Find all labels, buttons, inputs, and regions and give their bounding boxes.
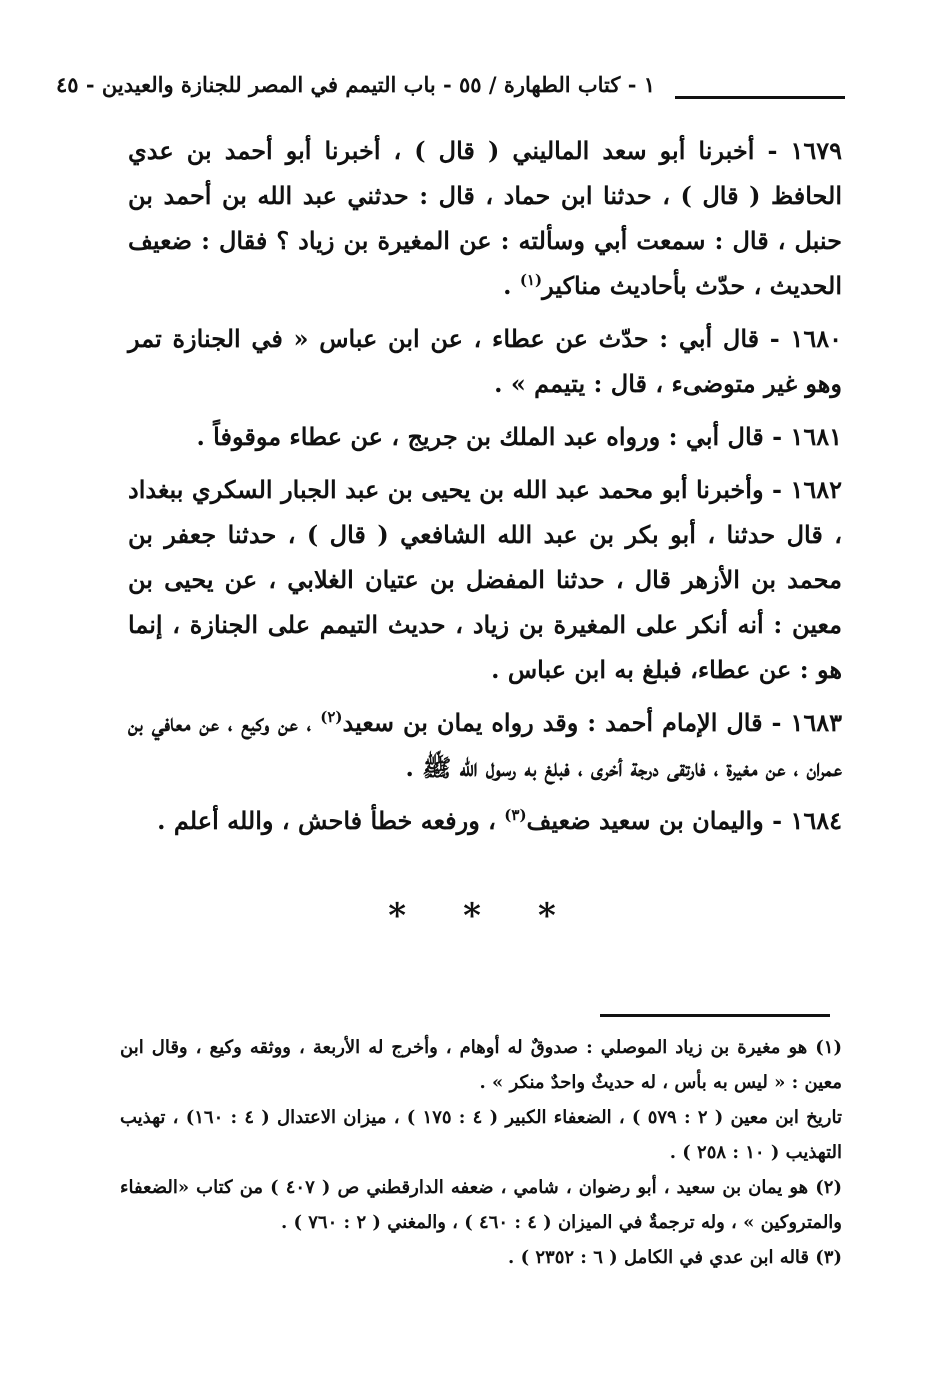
paragraph-text: ١٦٨٤ - واليمان بن سعيد ضعيف <box>526 806 842 835</box>
paragraph-end: ، ورفعه خطأ فاحش ، والله أعلم . <box>157 806 505 835</box>
header-rule <box>675 96 845 99</box>
separator-star: * <box>537 896 556 936</box>
paragraph-end: . <box>503 271 520 300</box>
hadith-1683 <box>128 700 842 790</box>
footnote-rule <box>600 1014 830 1017</box>
paragraph-text: ١٦٨٠ - قال أبي : حدّث عن عطاء ، عن ابن عباس « في الجنازة تمر وهو غير متوضىء ، قال : يتيمم » . <box>128 324 842 398</box>
section-separator <box>0 896 944 936</box>
footnotes <box>120 1030 842 1275</box>
footnote-1-sources: تاريخ ابن معين ( ٢ : ٥٧٩ ) ، الضعفاء الكبير ( ٤ : ١٧٥ ) ، ميزان الاعتدال ( ٤ : ١٦٠) ، تهذيب التهذيب ( ١٠ : ٢٥٨ ) . <box>120 1107 842 1163</box>
footnote-3: (٣) قاله ابن عدي في الكامل ( ٦ : ٢٣٥٢ ) . <box>508 1247 842 1268</box>
footnote-2: (٢) هو يمان بن سعيد ، أبو رضوان ، شامي ، ضعفه الدارقطني ص ( ٤٠٧ ) من كتاب «الضعفاء والمتروكين » ، وله ترجمةٌ في الميزان ( ٤ : ٤٦٠ ) ، والمغني ( ٢ : ٧٦٠ ) . <box>120 1177 842 1233</box>
page-header <box>56 72 845 108</box>
footnote-ref-2: (٢) <box>320 708 343 726</box>
paragraph-text: ١٦٨٢ - وأخبرنا أبو محمد عبد الله بن يحيى بن عبد الجبار السكري ببغداد ، قال حدثنا ، أبو بكر بن عبد الله الشافعي ( قال ) ، حدثنا جعفر بن محمد بن الأزهر قال ، حدثنا المفضل بن عتيان الغلابي ، عن يحيى بن معين : أنه أنكر على المغيرة بن زياد ، حديث التيمم على الجنازة ، إنما هو : عن عطاء، فبلغ به ابن عباس . <box>128 475 843 684</box>
paragraph-text: ١٦٨٣ - قال الإمام أحمد : وقد رواه يمان بن سعيد <box>342 708 842 737</box>
footnote-ref-1: (١) <box>519 271 543 289</box>
main-text <box>128 128 842 851</box>
footnote-ref-3: (٣) <box>504 806 527 824</box>
paragraph-end: ، عن وكيع ، عن معافي بن عمران ، عن مغيرة ، فارتقى درجة أخرى ، فبلغ به رسول الله ﷺ . <box>128 708 842 782</box>
hadith-1679 <box>128 128 842 308</box>
hadith-1681 <box>128 414 842 459</box>
hadith-1682 <box>128 467 842 692</box>
paragraph-text: ١٦٨١ - قال أبي : ورواه عبد الملك بن جريج ، عن عطاء موقوفاً . <box>196 422 842 451</box>
separator-star: * <box>463 896 481 936</box>
paragraph-text: ١٦٧٩ - أخبرنا أبو سعد الماليني ( قال ) ، أخبرنا أبو أحمد بن عدي الحافظ ( قال ) ، حدثنا ابن حماد ، قال : حدثني عبد الله بن أحمد بن حنبل ، قال : سمعت أبي وسألته : عن المغيرة بن زياد ؟ فقال : ضعيف الحديث ، حدّث بأحاديث مناكير <box>128 136 842 300</box>
footnote-1: (١) هو مغيرة بن زياد الموصلي : صدوقٌ له أوهام ، وأخرج له الأربعة ، ووثقه وكيع ، وقال ابن معين : « ليس به بأس ، له حديثٌ واحدٌ منكر » . <box>120 1037 842 1093</box>
separator-star: * <box>388 896 407 936</box>
running-title: ١ - كتاب الطهارة / ٥٥ - باب التيمم في المصر للجنازة والعيدين - ٤٥ <box>56 72 655 97</box>
hadith-1680 <box>128 316 842 406</box>
hadith-1684 <box>128 798 842 843</box>
